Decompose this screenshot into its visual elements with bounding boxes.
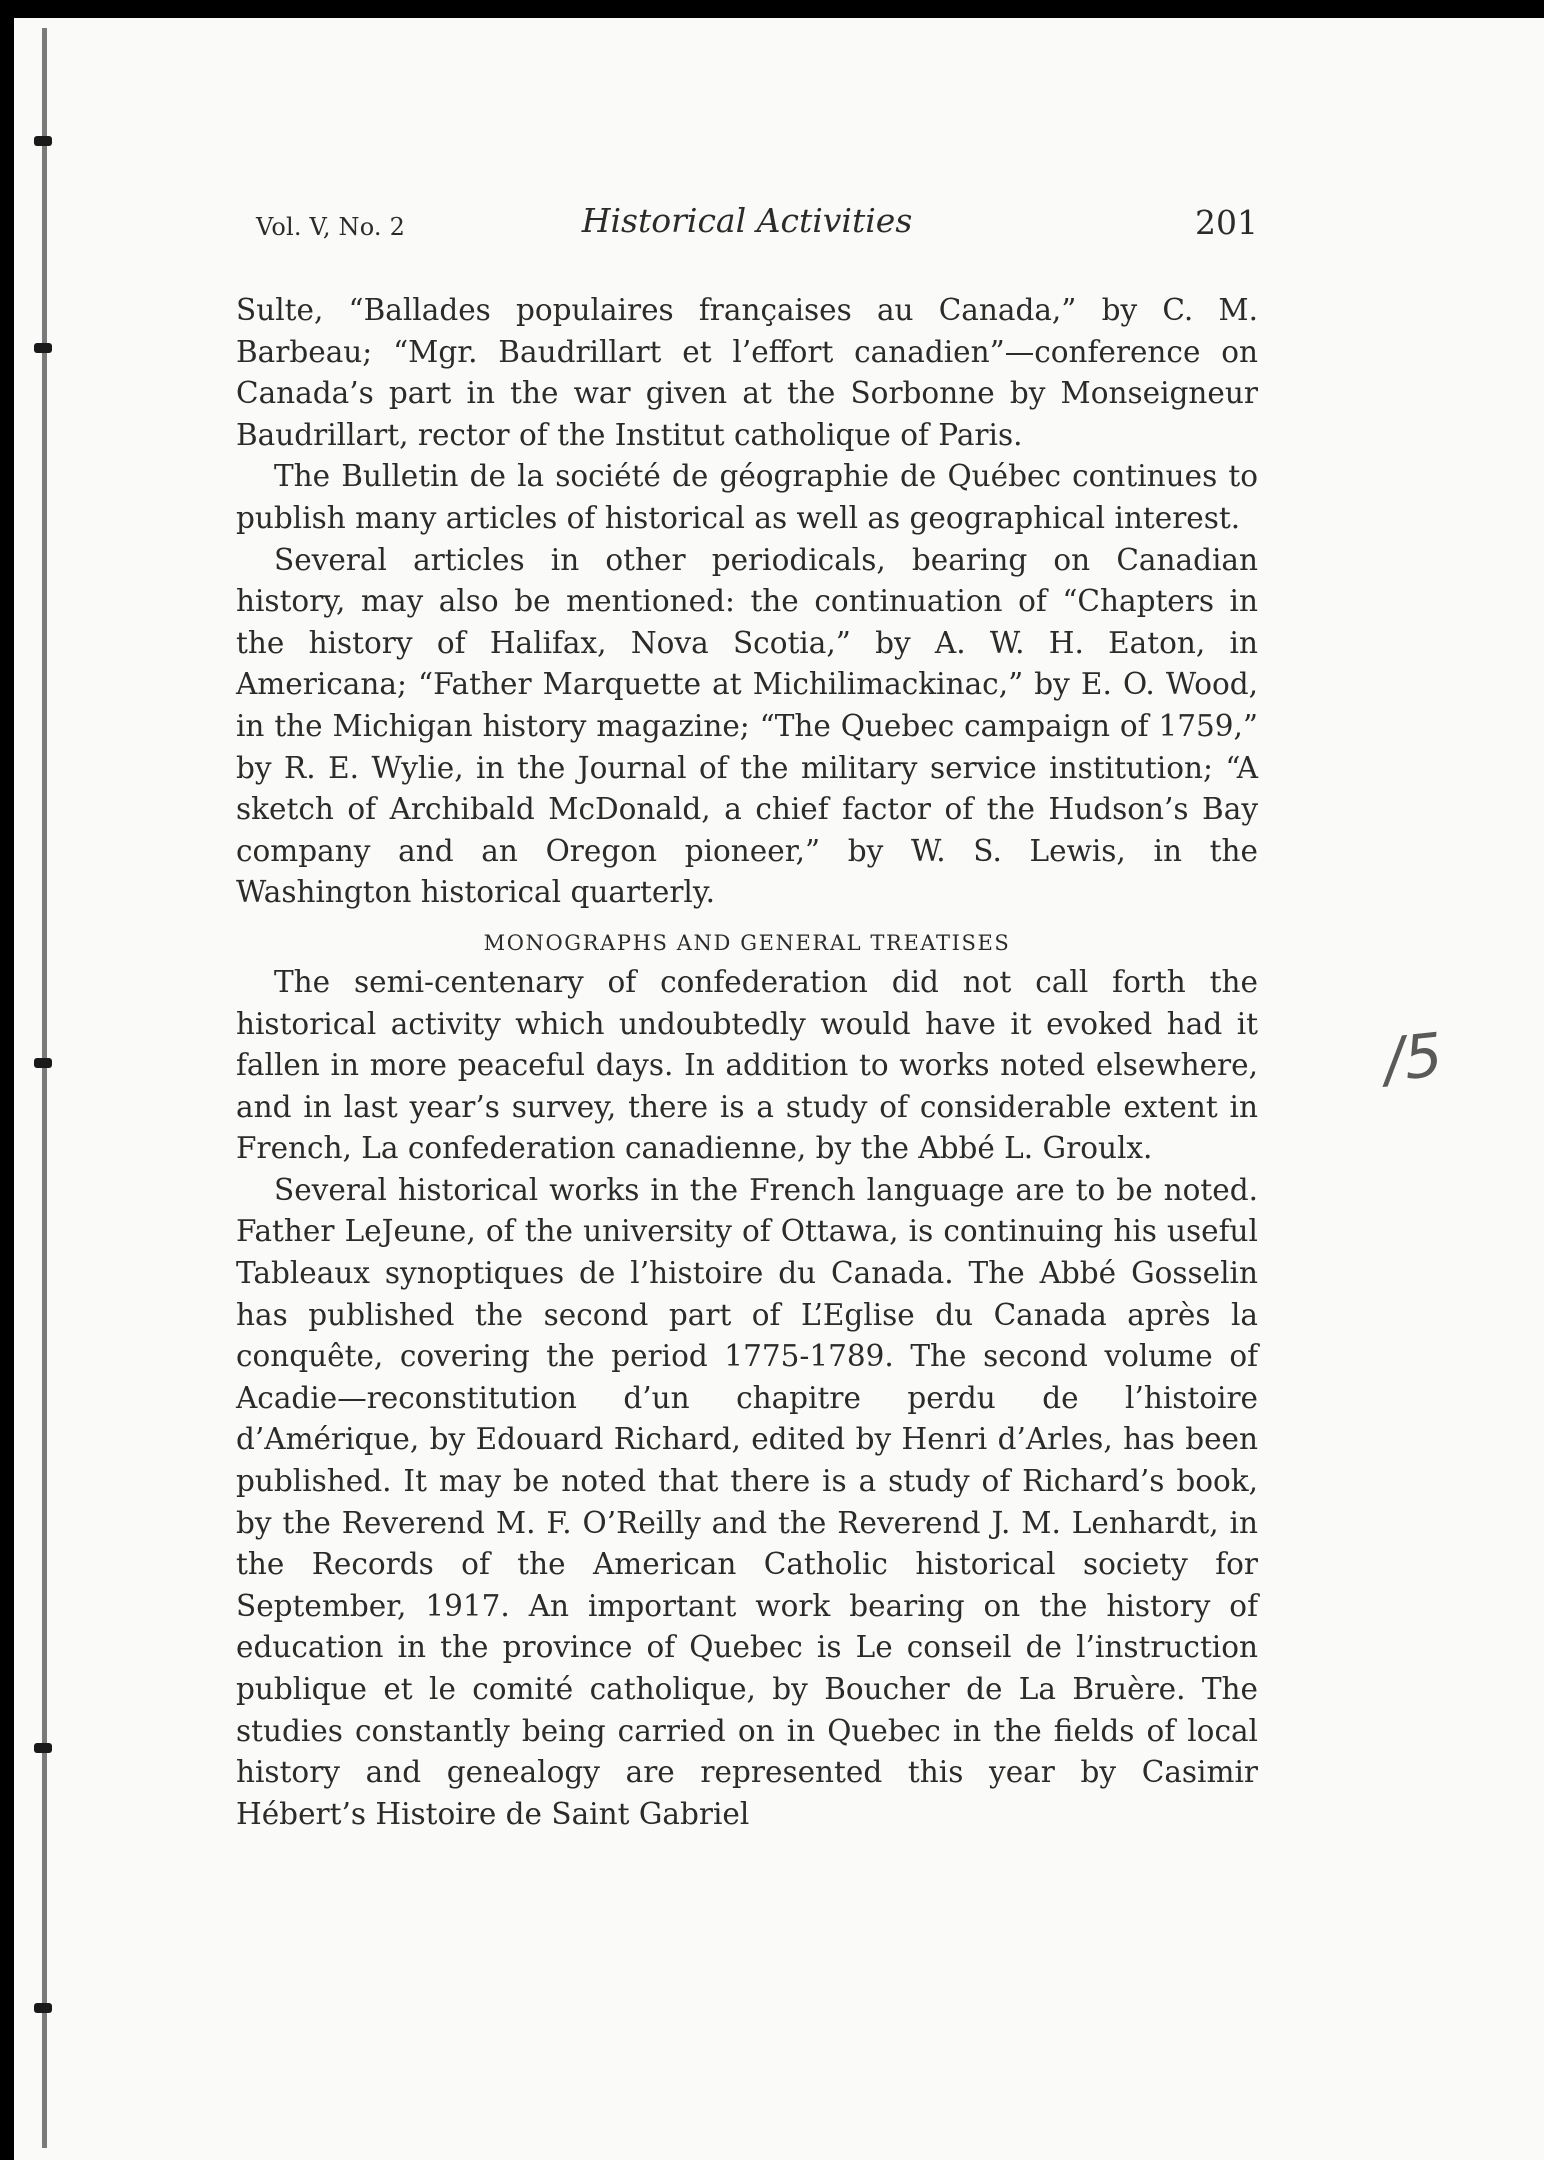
running-head [236, 201, 1258, 251]
paragraph: The Bulletin de la société de géographie de Québec continues to publish many articles of historical as well as geographical interest. [236, 459, 1258, 535]
scanned-page [14, 18, 1544, 2160]
body-text [236, 290, 1258, 1835]
section-heading: MONOGRAPHS AND GENERAL TREATISES [483, 930, 1011, 955]
paragraph: The semi-centenary of confederation did not call forth the historical activity which undoubtedly would have it evoked had it fallen in more peaceful days. In addition to works noted elsewhere, and in last year’s survey, there is a study of considerable extent in French, La confederation canadienne, by the Abbé L. Groulx. [236, 964, 1258, 1166]
paragraph: Sulte, “Ballades populaires françaises au Canada,” by C. M. Barbeau; “Mgr. Baudrillart et l’effort canadien”—conference on Canada’s part in the war given at the Sorbonne by Monseigneur Baudrillart, rector of the Institut catholique of Paris. [236, 293, 1258, 452]
staple-mark [34, 2003, 52, 2013]
handwritten-margin-note: /5 [1380, 1020, 1446, 1096]
staple-mark [34, 1743, 52, 1753]
page-number: 201 [1195, 203, 1258, 242]
staple-mark [34, 343, 52, 353]
running-title: Historical Activities [581, 201, 913, 240]
staple-mark [34, 136, 52, 146]
paragraph: Several articles in other periodicals, bearing on Canadian history, may also be mentioned: the continuation of “Chapters in the history of Halifax, Nova Scotia,” by A. W. H. Eaton, in Americana; “Father Marquette at Michilimackinac,” by E. O. Wood, in the Michigan history magazine; “The Quebec campaign of 1759,” by R. E. Wylie, in the Journal of the military service institution; “A sketch of Archibald McDonald, a chief factor of the Hudson’s Bay company and an Oregon pioneer,” by W. S. Lewis, in the Washington historical quarterly. [236, 542, 1258, 910]
staple-mark [34, 1058, 52, 1068]
paragraph: Several historical works in the French language are to be noted. Father LeJeune, of the university of Ottawa, is continuing his useful Tableaux synoptiques de l’histoire du Canada. The Abbé Gosselin has published the second part of L’Eglise du Canada après la conquête, covering the period 1775-1789. The second volume of Acadie—reconstitution d’un chapitre perdu de l’histoire d’Amérique, by Edouard Richard, edited by Henri d’Arles, has been published. It may be noted that there is a study of Richard’s book, by the Reverend M. F. O’Reilly and the Reverend J. M. Lenhardt, in the Records of the American Catholic historical society for September, 1917. An important work bearing on the history of education in the province of Quebec is Le conseil de l’instruction publique et le comité catholique, by Boucher de La Bruère. The studies constantly being carried on in Quebec in the fields of local history and genealogy are represented this year by Casimir Hébert’s Histoire de Saint Gabriel [236, 1172, 1258, 1831]
volume-label: Vol. V, No. 2 [256, 213, 406, 241]
